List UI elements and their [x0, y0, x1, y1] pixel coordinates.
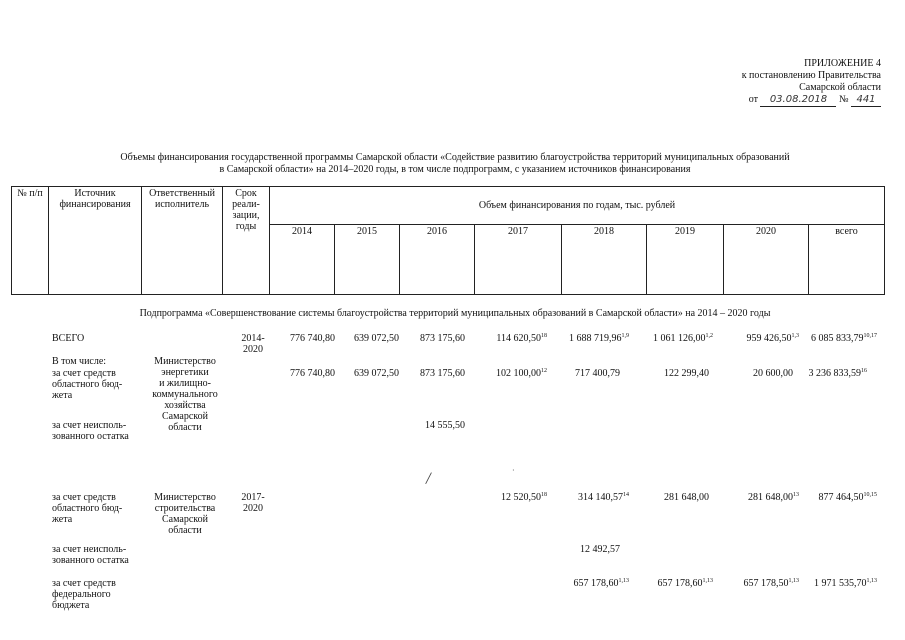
col-volume: Объем финансирования по годам, тыс. рублей — [270, 187, 885, 225]
from-label: от — [748, 94, 758, 105]
year-total: всего — [809, 225, 885, 295]
r1-executor: Министерство энергетики и жилищно- коммунального хозяйства Самарской области — [152, 356, 218, 433]
year-2019: 2019 — [647, 225, 724, 295]
total-2014: 776 740,80 — [290, 333, 335, 344]
r5-all: 1 971 535,70$^{1,13}$ — [814, 578, 877, 589]
r3-2019: 281 648,00 — [664, 492, 709, 503]
appendix-title: ПРИЛОЖЕНИЕ 4 — [804, 58, 881, 69]
r5-label: за счет средств федерального бюджета — [52, 578, 116, 611]
r5-2020: 657 178,50$^{1,13}$ — [743, 578, 799, 589]
r3-executor: Министерство строительства Самарской области — [154, 492, 216, 536]
header-table — [11, 186, 885, 295]
year-2018: 2018 — [562, 225, 647, 295]
year-2015: 2015 — [335, 225, 400, 295]
r5-2018: 657 178,60$^{1,13}$ — [573, 578, 629, 589]
appendix-date-line — [742, 94, 881, 107]
r1-2016: 873 175,60 — [420, 368, 465, 379]
total-all: 6 085 833,79$^{10,17}$ — [811, 333, 877, 344]
year-2014: 2014 — [270, 225, 335, 295]
total-2020: 959 426,50$^{1,3}$ — [746, 333, 799, 344]
title-line1: Объемы финансирования государственной программы Самарской области «Содействие развитию благоустройства территорий муниципальных образований — [120, 152, 790, 163]
r5-2019: 657 178,60$^{1,13}$ — [657, 578, 713, 589]
appendix-line2: к постановлению Правительства — [741, 70, 881, 81]
total-2018: 1 688 719,96$^{1,9}$ — [569, 333, 629, 344]
total-2016: 873 175,60 — [420, 333, 465, 344]
r4-2018: 12 492,57 — [580, 544, 620, 555]
number-label: № — [838, 94, 849, 105]
handwritten-date: 03.08.2018 — [760, 94, 836, 107]
r1-all: 3 236 833,59$^{16}$ — [808, 368, 867, 379]
total-term: 2014- 2020 — [241, 333, 265, 355]
including-label: В том числе: — [52, 356, 107, 367]
r3-2020: 281 648,00$^{13}$ — [748, 492, 799, 503]
pen-stroke-mark: / — [424, 467, 433, 489]
year-2017: 2017 — [475, 225, 562, 295]
r1-2019: 122 299,40 — [664, 368, 709, 379]
total-2015: 639 072,50 — [354, 333, 399, 344]
r3-term: 2017- 2020 — [241, 492, 265, 514]
col-number: № п/п — [12, 187, 49, 295]
r1-2014: 776 740,80 — [290, 368, 335, 379]
total-2017: 114 620,50$^{18}$ — [496, 333, 547, 344]
col-executor: Ответственный исполнитель — [142, 187, 223, 295]
r1-2015: 639 072,50 — [354, 368, 399, 379]
r3-all: 877 464,50$^{10,15}$ — [818, 492, 877, 503]
subprogram-title: Подпрограмма «Совершенствование системы благоустройства территорий муниципальных образований в Самарской области» на 2014 – 2020 годы — [139, 308, 771, 319]
col-term: Срок реали-зации, годы — [223, 187, 270, 295]
title-line2: в Самарской области» на 2014–2020 годы, в том числе подпрограмм, с указанием источников финансирования — [219, 164, 691, 175]
r2-2016: 14 555,50 — [425, 420, 465, 431]
year-2020: 2020 — [724, 225, 809, 295]
document-title — [40, 152, 870, 176]
r1-2017: 102 100,00$^{12}$ — [496, 368, 547, 379]
appendix-block — [742, 58, 881, 107]
r1-2020: 20 600,00 — [753, 368, 793, 379]
r2-label: за счет неисполь- зованного остатка — [52, 420, 129, 442]
r3-2017: 12 520,50$^{18}$ — [501, 492, 547, 503]
col-source: Источник финансирования — [49, 187, 142, 295]
r1-label: за счет средств областного бюд- жета — [52, 368, 123, 401]
r1-2018: 717 400,79 — [575, 368, 620, 379]
r3-label: за счет средств областного бюд- жета — [52, 492, 123, 525]
total-2019: 1 061 126,00$^{1,2}$ — [653, 333, 713, 344]
total-label: ВСЕГО — [52, 333, 85, 344]
r3-2018: 314 140,57$^{14}$ — [578, 492, 629, 503]
handwritten-number: 441 — [851, 94, 881, 107]
appendix-line3: Самарской области — [799, 82, 881, 93]
year-2016: 2016 — [400, 225, 475, 295]
pen-dot-mark: · — [512, 466, 515, 475]
r4-label: за счет неисполь- зованного остатка — [52, 544, 129, 566]
